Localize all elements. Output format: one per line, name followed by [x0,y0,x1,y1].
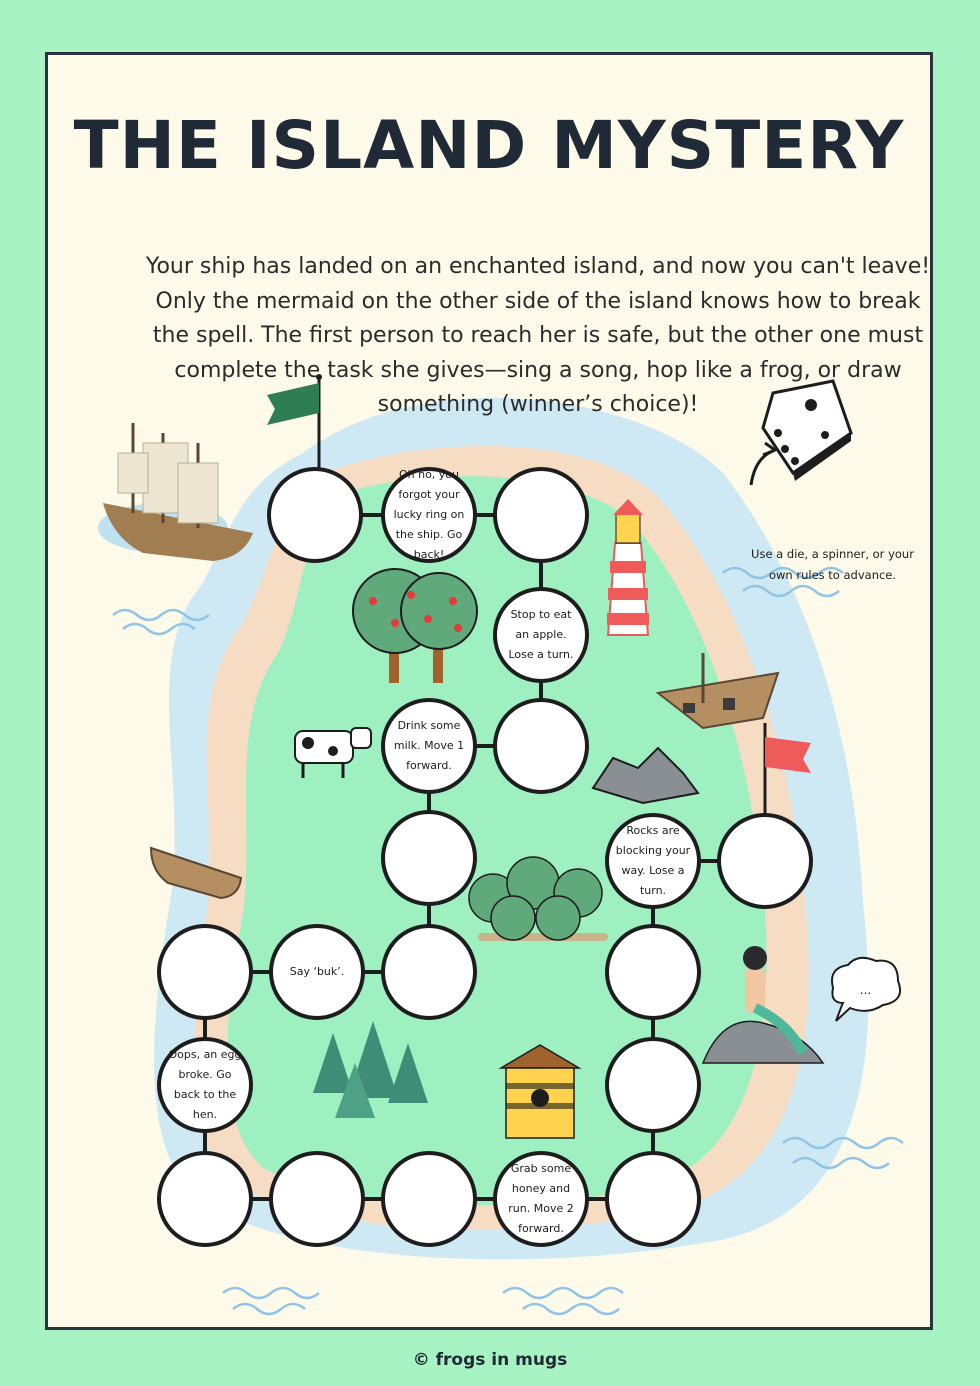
speech-bubble-text: ... [859,983,872,997]
page-title: THE ISLAND MYSTERY [73,107,905,184]
board-space-text: Oops, an egg broke. Go back to the hen. [168,1048,242,1121]
footer-credit: © frogs in mugs [412,1350,568,1370]
board-space-text: Drink some milk. Move 1 forward. [393,719,465,772]
board-space-s11 [157,1037,253,1133]
board-space-text: Grab some honey and run. Move 2 forward. [508,1162,574,1235]
board-space-text: Say ‘buk’. [289,965,345,978]
board-space-start [267,467,363,563]
board-space-s17 [605,1037,701,1133]
board-space-text: Stop to eat an apple. Lose a turn. [508,608,574,661]
board-space-text: Rocks are blocking your way. Lose a turn. [615,824,691,897]
intro-paragraph: Your ship has landed on an enchanted island, and now you can't leave! Only the mermaid on the other side of the island knows how to break the spell. The first person to reach her is safe, but the other one must complete the task she gives—sing a song, hop like a frog, or draw something (winner’s choice)! [145,254,931,417]
island-map [48,55,933,1330]
board-space-text: Oh no, you forgot your lucky ring on the ship. Go back! [393,468,465,561]
board-space-s7 [381,810,477,906]
board-space-s13 [269,1151,365,1247]
board-space-s9 [269,924,365,1020]
board-space-s18 [605,924,701,1020]
board-space-s3 [493,467,589,563]
ship-illustration [98,423,253,561]
board-space-s14 [381,1151,477,1247]
board-space-s10 [157,924,253,1020]
game-board [45,52,933,1330]
board-space-s8 [381,924,477,1020]
board-space-s4 [493,587,589,683]
board-space-s19 [605,813,701,909]
board-space-s12 [157,1151,253,1247]
board-space-s5 [493,698,589,794]
dice-instructions: Use a die, a spinner, or your own rules to advance. [751,547,914,582]
board-space-finish [717,813,813,909]
board-space-s16 [605,1151,701,1247]
board-space-s15 [493,1151,589,1247]
board-space-s6 [381,698,477,794]
board-space-s2 [381,467,477,563]
